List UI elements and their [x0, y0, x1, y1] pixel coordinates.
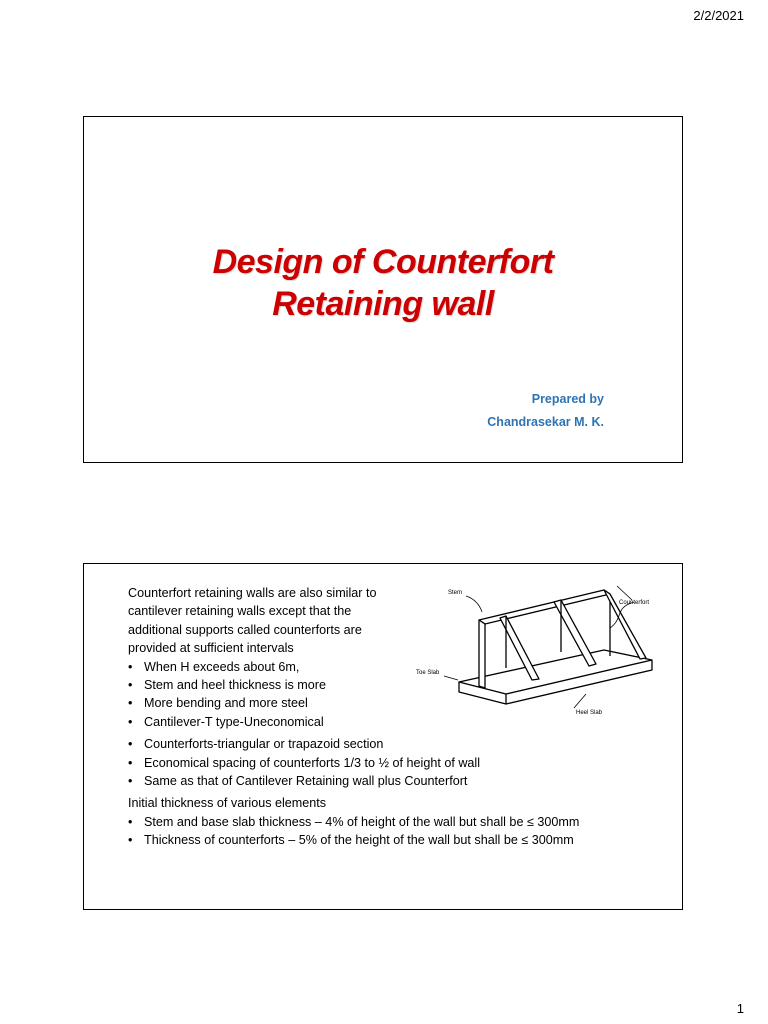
- initial-thickness-heading: Initial thickness of various elements: [128, 796, 327, 811]
- list-item: • Cantilever-T type-Uneconomical: [128, 713, 648, 731]
- intro-line: provided at sufficient intervals: [128, 641, 294, 656]
- intro-line: additional supports called counterforts are: [128, 622, 362, 637]
- page-number: 1: [736, 1001, 744, 1016]
- list-item: • Economical spacing of counterforts 1/3 to ½ of height of wall: [128, 754, 648, 772]
- bullet-list-thickness: [128, 813, 648, 850]
- list-item: • Counterforts-triangular or trapazoid section: [128, 735, 648, 753]
- figure-label-stem: Stem: [448, 590, 463, 596]
- figure-label-counterfort: Counterfort: [619, 600, 650, 606]
- counterfort-wall-figure: [414, 582, 664, 732]
- list-item: • Thickness of counterforts – 5% of the height of the wall but shall be ≤ 300mm: [128, 831, 648, 849]
- figure-label-toe-slab: Toe Slab: [416, 670, 440, 676]
- title-line-1: Design of Counterfort: [212, 243, 554, 281]
- slide-title: [83, 116, 683, 463]
- slide-title-heading: [84, 241, 682, 325]
- author-name: Chandrasekar M. K.: [487, 415, 604, 429]
- list-item: • When H exceeds about 6m,: [128, 658, 648, 676]
- date-stamp: 2/2/2021: [693, 8, 744, 23]
- prepared-by-label: Prepared by: [531, 392, 604, 406]
- bullet-list-counterforts: [128, 735, 648, 790]
- list-item: • Stem and base slab thickness – 4% of height of the wall but shall be ≤ 300mm: [128, 813, 648, 831]
- list-item: • Stem and heel thickness is more: [128, 676, 648, 694]
- list-item: • Same as that of Cantilever Retaining wall plus Counterfort: [128, 772, 648, 790]
- slide-content: [83, 563, 683, 910]
- intro-line: cantilever retaining walls except that the: [128, 604, 352, 619]
- intro-line: Counterfort retaining walls are also similar to: [128, 586, 377, 600]
- title-line-2: Retaining wall: [272, 285, 494, 323]
- figure-label-heel-slab: Heel Slab: [576, 710, 603, 716]
- list-item: • More bending and more steel: [128, 694, 648, 712]
